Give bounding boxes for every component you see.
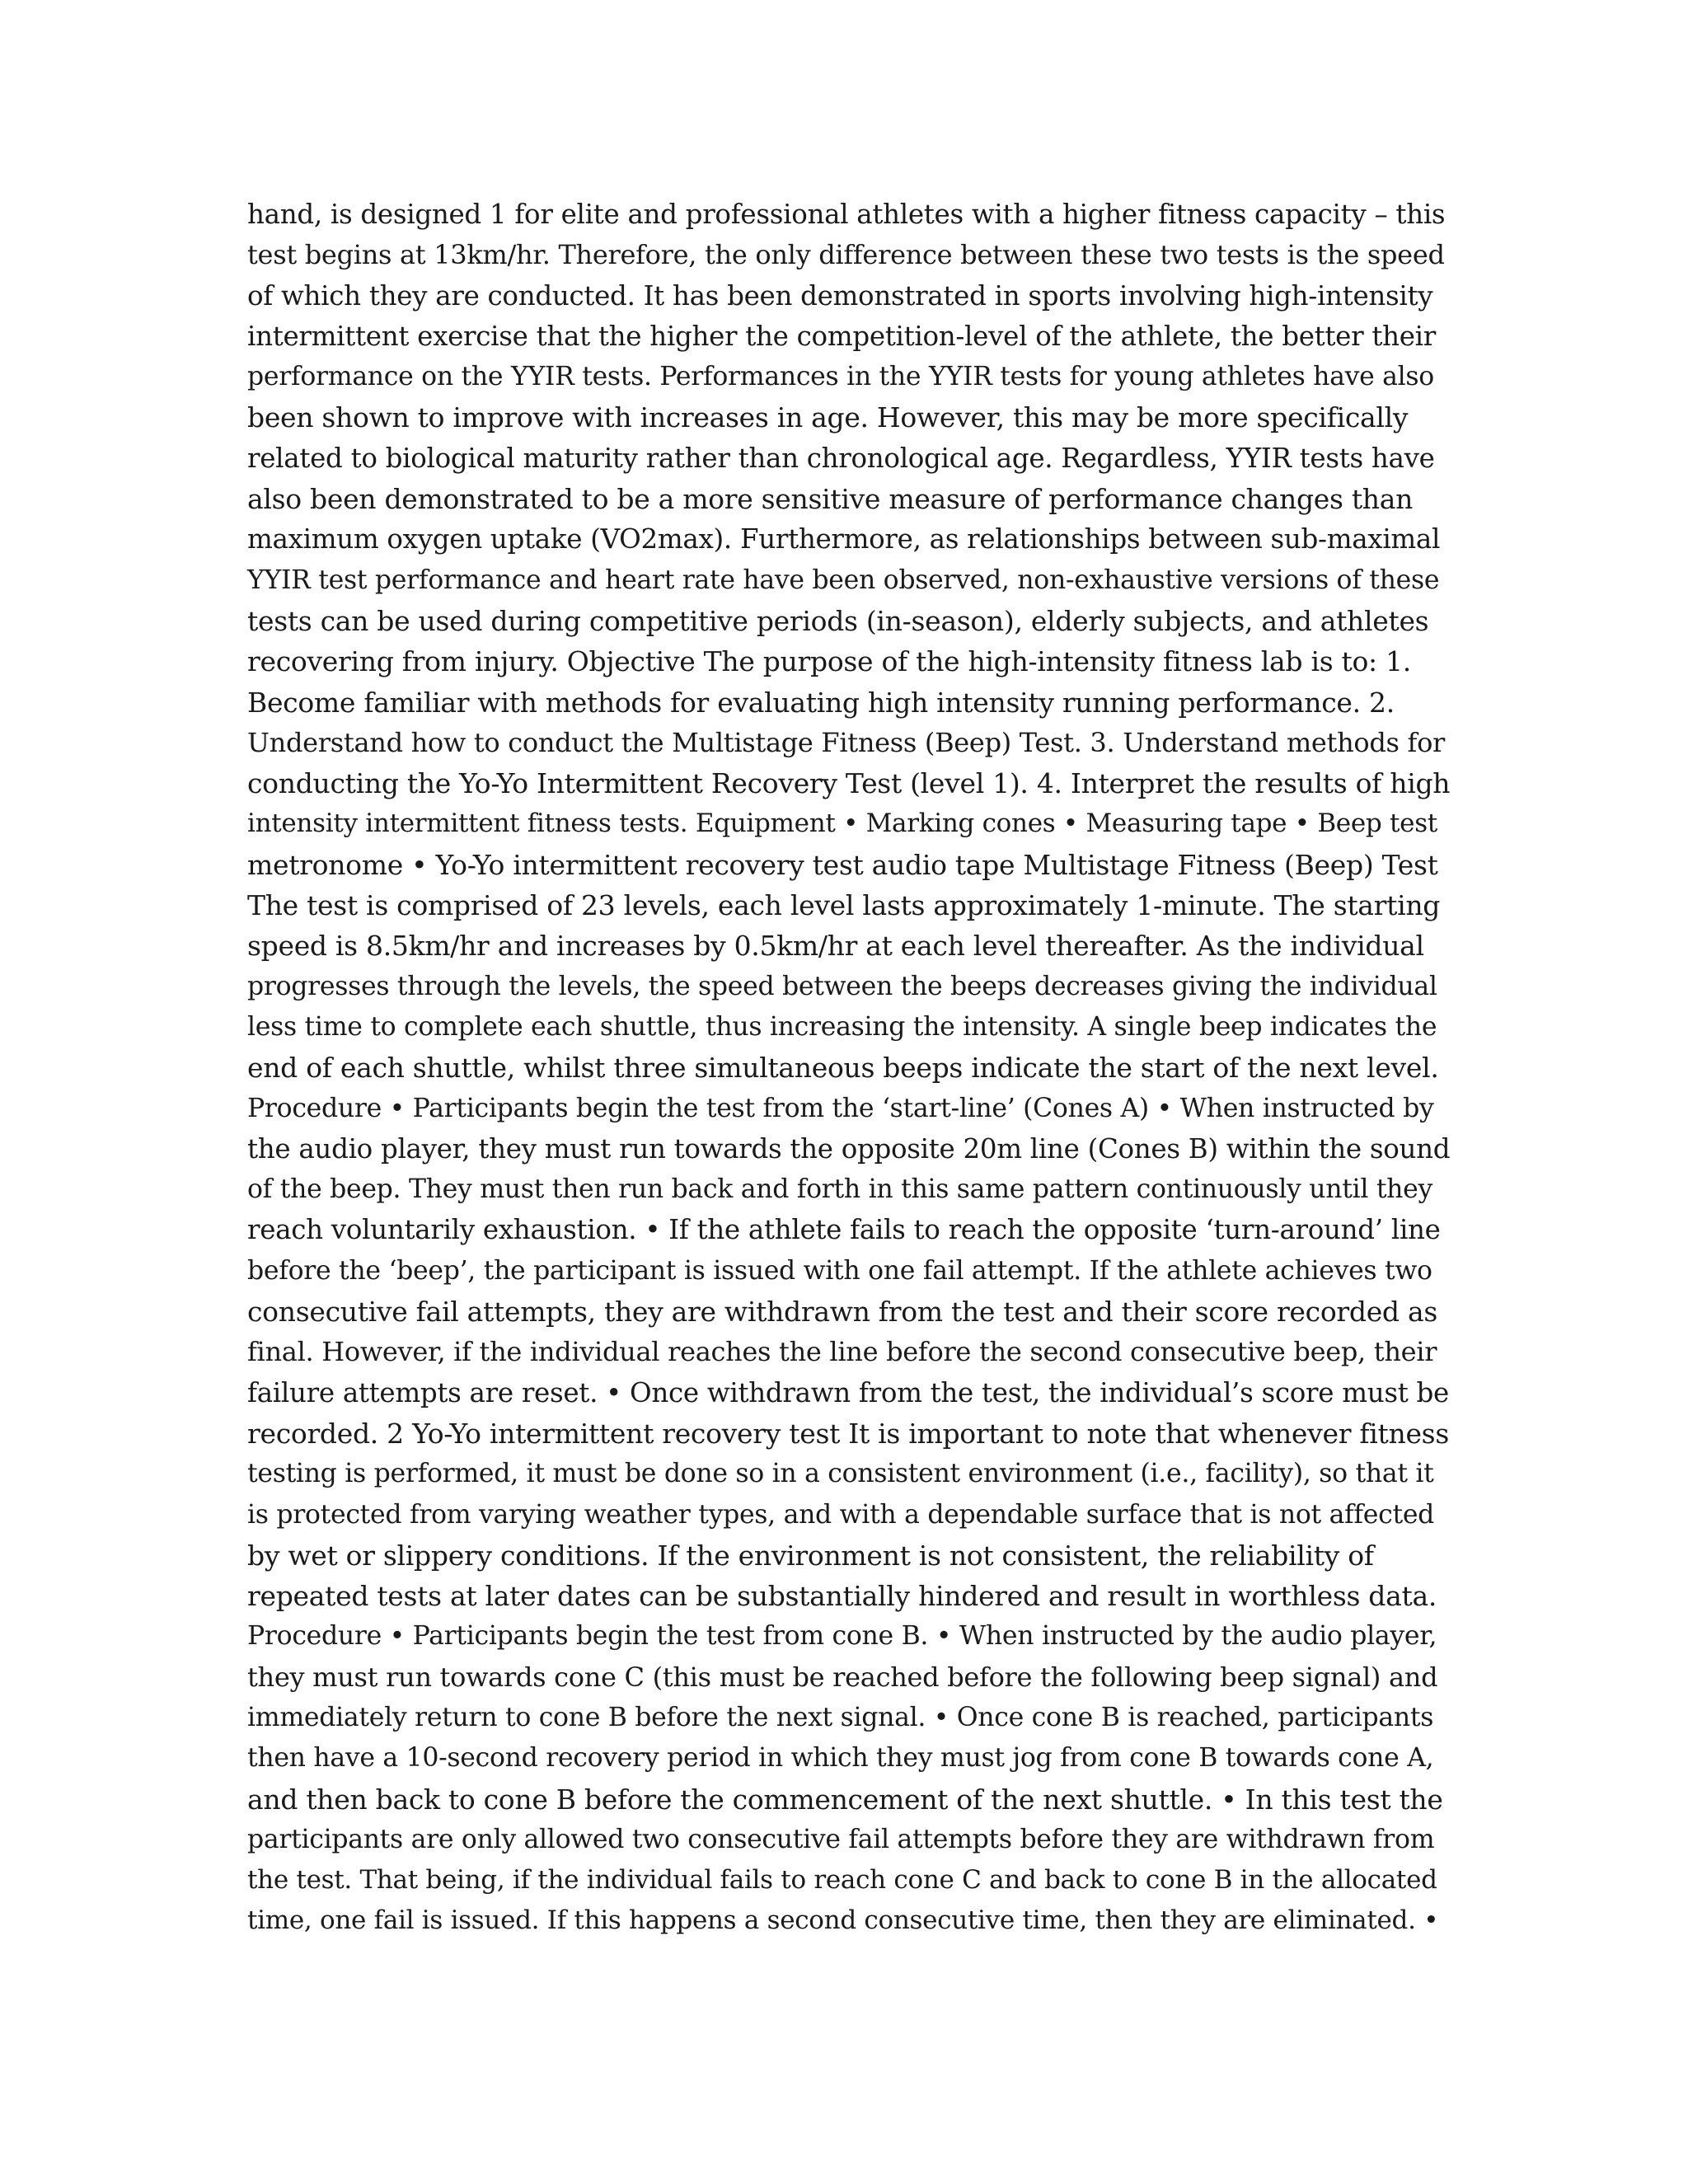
- text-line: test begins at 13km/hr. Therefore, the only difference between these two tests is the speed: [247, 239, 1445, 271]
- text-line: testing is performed, it must be done so in a consistent environment (i.e., facility), so that it: [247, 1459, 1434, 1489]
- text-line: intermittent exercise that the higher the competition-level of the athlete, the better their: [247, 320, 1437, 352]
- body-text: [247, 194, 1451, 1942]
- text-line: the test. That being, if the individual fails to reach cone C and back to cone B in the allocated: [247, 1865, 1437, 1896]
- text-line: recorded. 2 Yo-Yo intermittent recovery test It is important to note that whenever fitness: [247, 1417, 1449, 1450]
- text-line: of the beep. They must then run back and forth in this same pattern continuously until they: [247, 1174, 1433, 1205]
- text-line: also been demonstrated to be a more sensitive measure of performance changes than: [247, 483, 1414, 516]
- text-line: time, one fail is issued. If this happens a second consecutive time, then they are eliminated. •: [247, 1905, 1439, 1936]
- text-line: immediately return to cone B before the next signal. • Once cone B is reached, participants: [247, 1702, 1434, 1732]
- text-line: end of each shuttle, whilst three simultaneous beeps indicate the start of the next level.: [247, 1052, 1439, 1085]
- text-line: consecutive fail attempts, they are withdrawn from the test and their score recorded as: [247, 1296, 1437, 1329]
- text-line: recovering from injury. Objective The purpose of the high-intensity fitness lab is to: 1.: [247, 645, 1411, 678]
- text-line: reach voluntarily exhaustion. • If the athlete fails to reach the opposite ‘turn-around’ line: [247, 1214, 1441, 1246]
- text-line: failure attempts are reset. • Once withdrawn from the test, the individual’s score must be: [247, 1376, 1449, 1408]
- text-line: the audio player, they must run towards the opposite 20m line (Cones B) within the sound: [247, 1132, 1451, 1165]
- text-line: Procedure • Participants begin the test from cone B. • When instructed by the audio player,: [247, 1621, 1437, 1652]
- text-line: progresses through the levels, the speed between the beeps decreases giving the individual: [247, 971, 1437, 1001]
- text-line: been shown to improve with increases in age. However, this may be more specifically: [247, 401, 1409, 434]
- text-line: by wet or slippery conditions. If the environment is not consistent, the reliability of: [247, 1539, 1374, 1572]
- text-line: less time to complete each shuttle, thus increasing the intensity. A single beep indicates the: [247, 1011, 1437, 1042]
- text-line: participants are only allowed two consecutive fail attempts before they are withdrawn from: [247, 1824, 1435, 1854]
- text-line: YYIR test performance and heart rate have been observed, non-exhaustive versions of these: [247, 565, 1440, 595]
- text-line: of which they are conducted. It has been demonstrated in sports involving high-intensity: [247, 279, 1433, 312]
- text-line: Understand how to conduct the Multistage Fitness (Beep) Test. 3. Understand methods for: [247, 726, 1446, 758]
- text-line: they must run towards cone C (this must be reached before the following beep signal) and: [247, 1661, 1438, 1693]
- text-line: performance on the YYIR tests. Performances in the YYIR tests for young athletes have also: [247, 362, 1434, 392]
- text-line: related to biological maturity rather than chronological age. Regardless, YYIR tests have: [247, 442, 1435, 474]
- text-line: metronome • Yo-Yo intermittent recovery test audio tape Multistage Fitness (Beep) Test: [247, 848, 1438, 881]
- text-line: tests can be used during competitive periods (in-season), elderly subjects, and athletes: [247, 604, 1429, 637]
- text-line: is protected from varying weather types, and with a dependable surface that is not affected: [247, 1499, 1435, 1530]
- text-line: final. However, if the individual reaches the line before the second consecutive beep, their: [247, 1336, 1437, 1368]
- text-line: maximum oxygen uptake (VO2max). Furthermore, as relationships between sub-maximal: [247, 523, 1441, 555]
- text-line: and then back to cone B before the commencement of the next shuttle. • In this test the: [247, 1783, 1443, 1816]
- text-line: The test is comprised of 23 levels, each level lasts approximately 1-minute. The starting: [247, 889, 1441, 922]
- text-line: Become familiar with methods for evaluating high intensity running performance. 2.: [247, 686, 1395, 719]
- text-line: conducting the Yo-Yo Intermittent Recovery Test (level 1). 4. Interpret the results of high: [247, 767, 1451, 800]
- text-line: hand, is designed 1 for elite and professional athletes with a higher fitness capacity – this: [247, 199, 1446, 230]
- text-line: before the ‘beep’, the participant is issued with one fail attempt. If the athlete achieves two: [247, 1255, 1432, 1286]
- text-line: Procedure • Participants begin the test from the ‘start-line’ (Cones A) • When instructed by: [247, 1093, 1434, 1123]
- text-line: repeated tests at later dates can be substantially hindered and result in worthless data.: [247, 1580, 1437, 1613]
- text-line: speed is 8.5km/hr and increases by 0.5km/hr at each level thereafter. As the individual: [247, 930, 1424, 963]
- text-line: intensity intermittent fitness tests. Equipment • Marking cones • Measuring tape • Beep test: [247, 808, 1437, 839]
- text-line: then have a 10-second recovery period in which they must jog from cone B towards cone A,: [247, 1743, 1434, 1774]
